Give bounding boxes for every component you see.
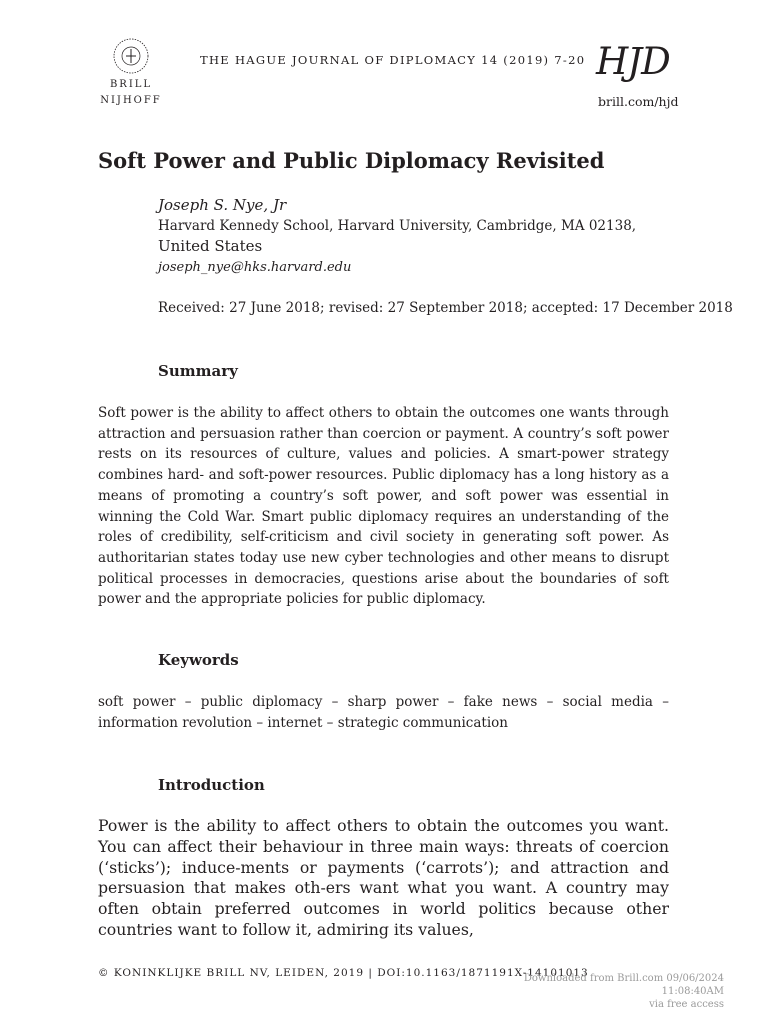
access-line: via free access bbox=[649, 999, 724, 1010]
journal-logo: HJD bbox=[596, 40, 670, 83]
author-affiliation: Harvard Kennedy School, Harvard University, Cambridge, MA 02138, bbox=[158, 218, 637, 234]
copyright-footer: © KONINKLIJKE BRILL NV, LEIDEN, 2019 | DOI:10.1163/1871191X-14101013 bbox=[98, 967, 589, 979]
summary-heading: Summary bbox=[158, 362, 238, 380]
author-name: Joseph S. Nye, Jr bbox=[158, 196, 287, 214]
summary-text: Soft power is the ability to affect others to obtain the outcomes one wants through attraction and persuasion rather than coercion or payment. A country’s soft power rests on its resources of culture, values and policies. A smart-power strategy combines hard- and soft-power resources. Public diplomacy has a long history as a means of promoting a country’s soft power, and soft power was essential in winning the Cold War. Smart public diplomacy requires an understanding of the roles of credibility, self-criticism and civil society in generating soft power. As authoritarian states today use new cyber technologies and other means to disrupt political processes in democracies, questions arise about the boundaries of soft power and the appropriate policies for public diplomacy. bbox=[98, 405, 669, 608]
publisher-name-brill: BRILL bbox=[109, 79, 153, 90]
journal-citation: THE HAGUE JOURNAL OF DIPLOMACY 14 (2019) 7-20 bbox=[200, 53, 586, 67]
keywords-text: soft power – public diplomacy – sharp power – fake news – social media – information revolution – internet – strategic communication bbox=[98, 694, 669, 731]
download-watermark bbox=[510, 972, 724, 1011]
introduction-heading: Introduction bbox=[158, 776, 265, 794]
publisher-name-nijhoff: NIJHOFF bbox=[100, 95, 162, 106]
introduction-text: Power is the ability to affect others to obtain the outcomes you want. You can affect their behaviour in three main ways: threats of coercion (‘sticks’); induce-ments or payments (‘carrots’); and attraction and persuasion that makes oth-ers want what you want. A country may often obtain preferred outcomes in world politics because other countries want to follow it, admiring its values, bbox=[98, 816, 669, 939]
download-line: Downloaded from Brill.com 09/06/2024 11:08:40AM bbox=[523, 973, 724, 997]
publisher-logo bbox=[98, 36, 164, 108]
article-title: Soft Power and Public Diplomacy Revisited bbox=[98, 148, 605, 173]
keywords-heading: Keywords bbox=[158, 651, 239, 669]
author-country: United States bbox=[158, 237, 263, 255]
article-dates: Received: 27 June 2018; revised: 27 September 2018; accepted: 17 December 2018 bbox=[158, 300, 733, 316]
journal-url[interactable]: brill.com/hjd bbox=[598, 94, 679, 109]
author-email[interactable]: joseph_nye@hks.harvard.edu bbox=[158, 260, 352, 275]
brill-seal-icon bbox=[107, 36, 155, 76]
